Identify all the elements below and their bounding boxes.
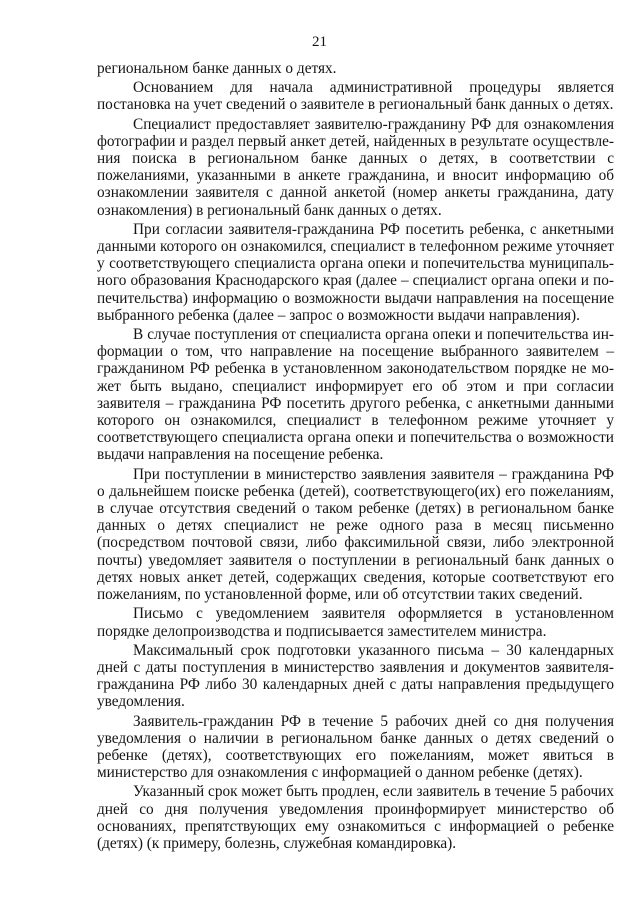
- paragraph-term-extension: Указанный срок может быть продлен, если заявитель в течение 5 рабочих дней со дня получения уведомления проинформирует министерство об основаниях, препятствующих ему ознакомиться с информацией о ребенке (детях) (к примеру, болезнь, служебная командировка).: [97, 783, 614, 852]
- paragraph-specialist-provides: Специалист предоставляет заявителю-гражданину РФ для ознакомления фотографии и раздел первый анкет детей, найденных в результате осуществления поиска в региональном банке данных о детях, в соответствии с пожеланиями, указанными в анкете гражданина, и вносит информацию об ознакомлении заявителя с данной анкетой (номер анкеты гражданина, дату ознакомления) в региональный банк данных о детях.: [97, 115, 614, 219]
- paragraph-applicant-appearance: Заявитель-гражданин РФ в течение 5 рабочих дней со дня получения уведомления о наличии в региональном банке данных о детях сведений о ребенке (детях), соответствующих его пожеланиям, может явиться в министерство для ознакомления с информацией о данном ребенке (детях).: [97, 712, 614, 782]
- paragraph-basis: Основанием для начала административной процедуры является постановка на учет сведений о заявителе в региональный банк данных о детях.: [97, 79, 614, 114]
- paragraph-continuation: региональном банке данных о детях.: [97, 60, 337, 77]
- paragraph-further-search: При поступлении в министерство заявления заявителя – гражданина РФ о дальнейшем поиске ребенка (детей), соответствующего(их) его пожеланиям, в случае отсутствия сведений о таком ребенке (детях) в региональном банке данных о детях специалист не реже одного раза в месяц письменно (посредством почтовой связи, либо факсимильной связи, либо электронной почты) уведомляет заявителя о поступлении в региональный банк данных о детях новых анкет детей, содержащих сведения, которые соответствуют его пожеланиям, по установленной форме, или об отсутствии таких сведений.: [97, 465, 614, 604]
- paragraph-max-term: Максимальный срок подготовки указанного письма – 30 календарных дней с даты поступления в министерство заявления и документов заявителя-гражданина РФ либо 30 календарных дней с даты направления предыдущего уведомления.: [97, 641, 614, 711]
- document-body: [97, 60, 614, 854]
- paragraph-refusal-case: В случае поступления от специалиста органа опеки и попечительства информации о том, что направление на посещение выбранного заявителем – гражданином РФ ребенка в установленном законодательством порядке не может быть выдано, специалист информирует его об этом и при согласии заявителя – гражданина РФ посетить другого ребенка, с анкетными данными которого он ознакомился, специалист в телефонном режиме уточняет у соответствующего специалиста органа опеки и попечительства о возможности выдачи направления на посещение ребенка.: [97, 326, 614, 464]
- paragraph-consent-visit: При согласии заявителя-гражданина РФ посетить ребенка, с анкетными данными которого он ознакомился, специалист в телефонном режиме уточняет у соответствующего специалиста органа опеки и попечительства муниципального образования Краснодарского края (далее – специалист органа опеки и попечительства) информацию о возможности выдачи направления на посещение выбранного ребенка (далее – запрос о возможности выдачи направления).: [97, 220, 614, 324]
- page-number: 21: [312, 34, 327, 50]
- paragraph-letter-formalization: Письмо с уведомлением заявителя оформляется в установленном порядке делопроизводства и подписывается заместителем министра.: [97, 605, 614, 640]
